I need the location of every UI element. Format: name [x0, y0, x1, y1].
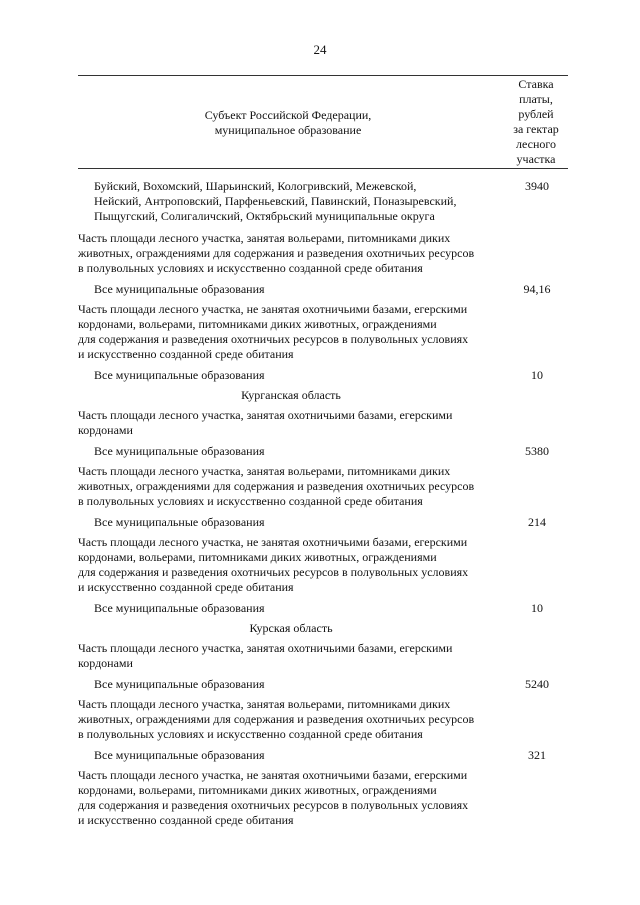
text-line: кордонами, вольерами, питомниками диких животных, ограждениями: [78, 783, 437, 797]
table-body: [78, 179, 568, 828]
municipality-name: [78, 601, 506, 616]
area-description: [78, 641, 504, 671]
text-line: Все муниципальные образования: [94, 515, 265, 529]
text-line: для содержания и разведения охотничьих ресурсов в полувольных условиях: [78, 332, 469, 346]
text-line: Часть площади лесного участка, занятая охотничьими базами, егерскими: [78, 408, 453, 422]
text-line: Часть площади лесного участка, занятая вольерами, питомниками диких: [78, 697, 451, 711]
rate-value: 321: [528, 748, 547, 762]
text-line: Часть площади лесного участка, занятая охотничьими базами, егерскими: [78, 641, 453, 655]
rate-value: 94,16: [523, 282, 551, 296]
text-line: Курская область: [249, 621, 333, 635]
text-line: Курганская область: [241, 388, 341, 402]
description-row: [78, 231, 568, 276]
municipality-name: [78, 748, 506, 763]
rate-value: 5380: [525, 444, 550, 458]
text-line: Все муниципальные образования: [94, 748, 265, 762]
column-header-rate-line: участка: [516, 152, 556, 166]
text-line: кордонами: [78, 423, 133, 437]
municipality-row: [78, 601, 568, 616]
area-description: [78, 697, 504, 742]
text-line: и искусственно созданной среде обитания: [78, 347, 294, 361]
text-line: Часть площади лесного участка, не занятая охотничьими базами, егерскими: [78, 768, 468, 782]
area-description: [78, 768, 504, 828]
text-line: Все муниципальные образования: [94, 282, 265, 296]
municipality-row: [78, 515, 568, 530]
description-row: [78, 641, 568, 671]
rate-value: 10: [531, 601, 544, 615]
text-line: кордонами, вольерами, питомниками диких животных, ограждениями: [78, 550, 437, 564]
area-description: [78, 464, 504, 509]
column-header-rate-line: лесного: [516, 137, 556, 151]
text-line: кордонами, вольерами, питомниками диких животных, ограждениями: [78, 317, 437, 331]
municipality-row: [78, 677, 568, 692]
description-row: [78, 302, 568, 362]
text-line: для содержания и разведения охотничьих ресурсов в полувольных условиях: [78, 798, 469, 812]
text-line: Все муниципальные образования: [94, 444, 265, 458]
column-header-rate-line: за гектар: [513, 122, 559, 136]
rate-value: 214: [528, 515, 547, 529]
municipality-name: [78, 515, 506, 530]
text-line: в полувольных условиях и искусственно созданной среде обитания: [78, 494, 423, 508]
rate-value: 3940: [525, 179, 550, 193]
area-description: [78, 302, 504, 362]
municipality-name: [78, 677, 506, 692]
rate-value: 10: [531, 368, 544, 382]
region-name: [78, 621, 504, 636]
text-line: и искусственно созданной среде обитания: [78, 580, 294, 594]
municipality-row: [78, 282, 568, 297]
text-line: животных, ограждениями для содержания и разведения охотничьих ресурсов: [78, 479, 475, 493]
text-line: животных, ограждениями для содержания и разведения охотничьих ресурсов: [78, 712, 475, 726]
text-line: Все муниципальные образования: [94, 368, 265, 382]
header-bottom-rule: [78, 168, 568, 169]
text-line: Пыщугский, Солигаличский, Октябрьский муниципальные округа: [94, 209, 435, 223]
text-line: Часть площади лесного участка, занятая вольерами, питомниками диких: [78, 231, 451, 245]
area-description: [78, 408, 504, 438]
region-name: [78, 388, 504, 403]
table-top-rule: [78, 75, 568, 76]
municipality-row: [78, 179, 568, 224]
column-header-rate-line: рублей: [518, 107, 554, 121]
column-header-subject-line2: муниципальное образование: [214, 123, 362, 137]
column-header-rate: [504, 77, 568, 167]
column-header-subject-line1: Субъект Российской Федерации,: [204, 108, 372, 122]
rate-value: 5240: [525, 677, 550, 691]
area-description: [78, 535, 504, 595]
municipality-row: [78, 748, 568, 763]
description-row: [78, 464, 568, 509]
area-description: [78, 231, 504, 276]
municipality-name: [78, 179, 506, 224]
municipality-row: [78, 368, 568, 383]
description-row: [78, 408, 568, 438]
municipality-name: [78, 282, 506, 297]
text-line: Все муниципальные образования: [94, 677, 265, 691]
text-line: животных, ограждениями для содержания и разведения охотничьих ресурсов: [78, 246, 475, 260]
text-line: и искусственно созданной среде обитания: [78, 813, 294, 827]
description-row: [78, 697, 568, 742]
description-row: [78, 768, 568, 828]
region-heading-row: [78, 621, 504, 636]
municipality-name: [78, 444, 506, 459]
municipality-row: [78, 444, 568, 459]
description-row: [78, 535, 568, 595]
text-line: Все муниципальные образования: [94, 601, 265, 615]
text-line: в полувольных условиях и искусственно созданной среде обитания: [78, 261, 423, 275]
text-line: Часть площади лесного участка, занятая вольерами, питомниками диких: [78, 464, 451, 478]
text-line: для содержания и разведения охотничьих ресурсов в полувольных условиях: [78, 565, 469, 579]
municipality-name: [78, 368, 506, 383]
text-line: Часть площади лесного участка, не занятая охотничьими базами, егерскими: [78, 302, 468, 316]
text-line: кордонами: [78, 656, 133, 670]
column-header-subject: [78, 108, 498, 138]
column-header-rate-line: платы,: [519, 92, 553, 106]
text-line: Нейский, Антроповский, Парфеньевский, Павинский, Поназыревский,: [94, 194, 457, 208]
column-header-rate-line: Ставка: [518, 77, 554, 91]
region-heading-row: [78, 388, 504, 403]
text-line: в полувольных условиях и искусственно созданной среде обитания: [78, 727, 423, 741]
page-number: 24: [313, 42, 327, 57]
text-line: Часть площади лесного участка, не занятая охотничьими базами, егерскими: [78, 535, 468, 549]
text-line: Буйский, Вохомский, Шарьинский, Кологривский, Межевской,: [94, 179, 417, 193]
